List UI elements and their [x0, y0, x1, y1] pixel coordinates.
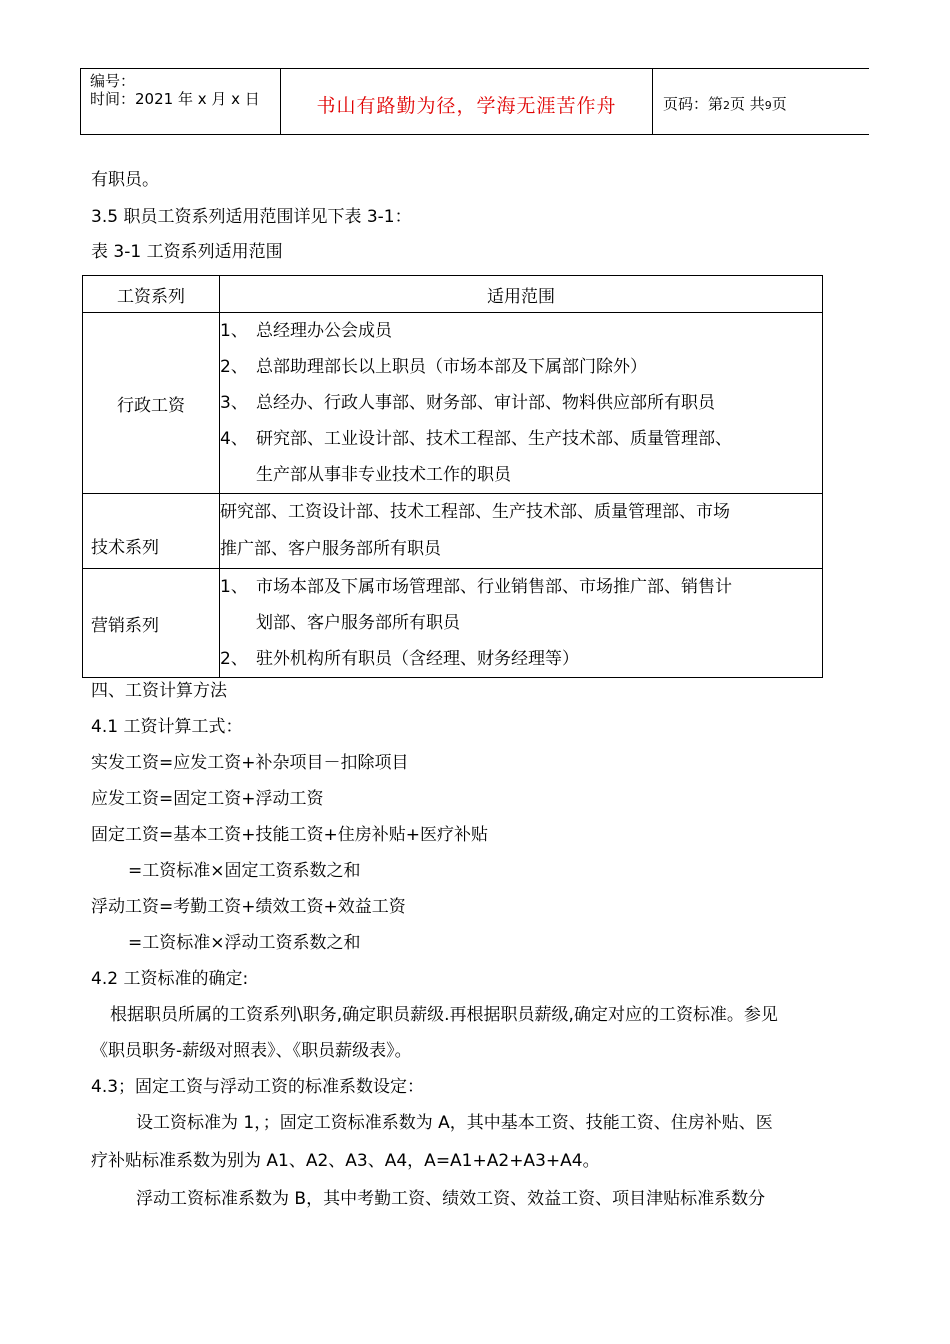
- series-label-marketing: 营销系列: [83, 569, 220, 678]
- scope-cell-marketing: [220, 569, 823, 678]
- paragraph-4-2-line2: 《职员职务-薪级对照表》、《职员薪级表》。: [91, 1041, 412, 1061]
- paragraph-continuation: 有职员。: [91, 170, 159, 190]
- list-item-continuation: 划部、客户服务部所有职员: [256, 613, 460, 633]
- formula-floating-pay: 浮动工资=考勤工资+绩效工资+效益工资: [91, 897, 406, 917]
- motto-text: 书山有路勤为径，学海无涯苦作舟: [316, 95, 617, 117]
- list-item: 2、 驻外机构所有职员（含经理、财务经理等）: [220, 649, 579, 669]
- scope-line: 研究部、工资设计部、技术工程部、生产技术部、质量管理部、市场: [220, 502, 730, 522]
- list-item: 4、 研究部、工业设计部、技术工程部、生产技术部、质量管理部、: [220, 429, 732, 449]
- scope-cell-tech: [220, 494, 823, 569]
- section-4-2-heading: 4.2 工资标准的确定:: [91, 969, 249, 989]
- formula-net-pay: 实发工资=应发工资+补杂项目－扣除项目: [91, 753, 409, 773]
- page-number: [663, 93, 787, 114]
- formula-floating-pay-expansion: =工资标准×浮动工资系数之和: [128, 933, 361, 953]
- header-meta-cell: [81, 69, 281, 134]
- list-item: 1、 市场本部及下属市场管理部、行业销售部、市场推广部、销售计: [220, 577, 732, 597]
- page-prefix: 页码：第: [663, 95, 724, 113]
- document-date: 时间：2021 年 x 月 x 日: [90, 90, 260, 108]
- section-3-5-heading: 3.5 职员工资系列适用范围详见下表 3-1：: [91, 207, 412, 227]
- document-id-label: 编号：: [90, 72, 136, 90]
- table-row-admin: [83, 313, 823, 494]
- section-4-1-heading: 4.1 工资计算工式：: [91, 717, 243, 737]
- scope-cell-admin: [220, 313, 823, 494]
- paragraph-4-3-line1: 设工资标准为 1，；固定工资标准系数为 A，其中基本工资、技能工资、住房补贴、医: [136, 1113, 773, 1133]
- formula-fixed-pay-expansion: =工资标准×固定工资系数之和: [128, 861, 361, 881]
- list-item-continuation: 生产部从事非专业技术工作的职员: [256, 465, 511, 485]
- list-item: 3、 总经办、行政人事部、财务部、审计部、物料供应部所有职员: [220, 393, 715, 413]
- section-4-heading: 四、工资计算方法: [91, 681, 227, 701]
- list-item: 1、 总经理办公会成员: [220, 321, 392, 341]
- page-suffix: 页: [771, 95, 787, 113]
- section-4-3-heading: 4.3；固定工资与浮动工资的标准系数设定：: [91, 1077, 425, 1097]
- header-cell-series: 工资系列: [83, 276, 220, 313]
- table-row-marketing: [83, 569, 823, 678]
- table-header-row: [83, 276, 823, 313]
- header-motto-cell: [281, 69, 653, 134]
- table-caption: 表 3-1 工资系列适用范围: [91, 242, 283, 262]
- page-mid: 页 共: [730, 95, 765, 113]
- paragraph-4-3-line2: 疗补贴标准系数为别为 A1、A2、A3、A4，A=A1+A2+A3+A4。: [91, 1151, 600, 1171]
- series-label-admin: 行政工资: [83, 313, 220, 494]
- list-item: 2、 总部助理部长以上职员（市场本部及下属部门除外）: [220, 357, 647, 377]
- formula-fixed-pay: 固定工资=基本工资+技能工资+住房补贴+医疗补贴: [91, 825, 488, 845]
- page-header: [80, 68, 869, 135]
- table-row-tech: [83, 494, 823, 569]
- salary-scope-table: [82, 275, 823, 678]
- series-label-tech: 技术系列: [83, 494, 220, 569]
- formula-gross-pay: 应发工资=固定工资+浮动工资: [91, 789, 324, 809]
- paragraph-4-2-line1: 根据职员所属的工资系列\职务,确定职员薪级.再根据职员薪级,确定对应的工资标准。参见: [110, 1005, 778, 1025]
- scope-line: 推广部、客户服务部所有职员: [220, 539, 441, 559]
- page-current: 2: [723, 99, 731, 112]
- header-cell-scope: 适用范围: [220, 276, 823, 313]
- header-page-cell: [653, 69, 869, 134]
- paragraph-4-3-line3: 浮动工资标准系数为 B，其中考勤工资、绩效工资、效益工资、项目津贴标准系数分: [136, 1189, 766, 1209]
- page-total: 9: [764, 99, 772, 112]
